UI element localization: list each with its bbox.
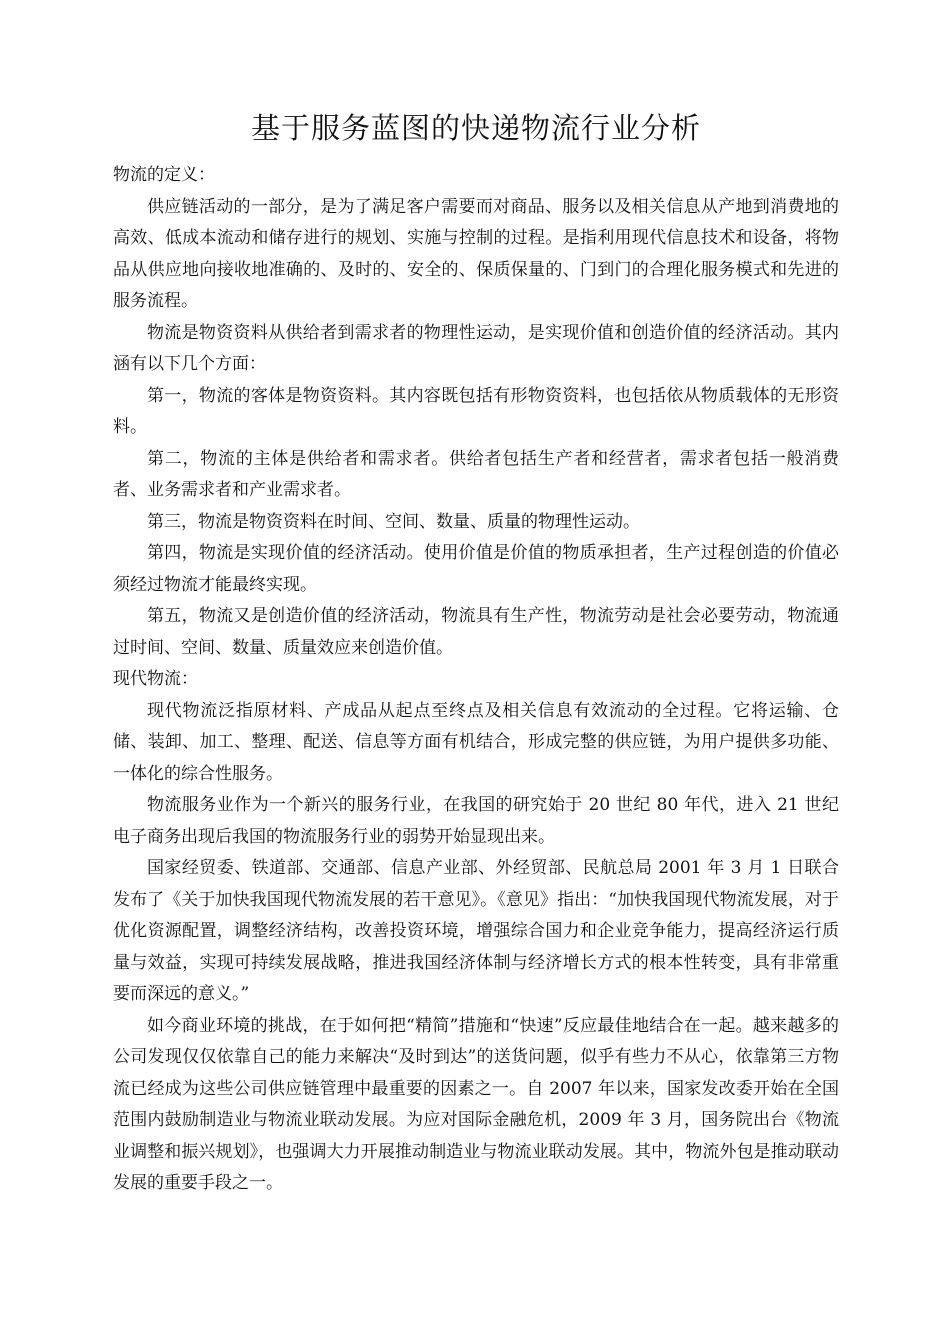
document-page — [113, 108, 839, 1200]
document-title: 基于服务蓝图的快递物流行业分析 — [250, 111, 701, 145]
section-heading-definition: 物流的定义： — [113, 165, 215, 185]
paragraph: 国家经贸委、铁道部、交通部、信息产业部、外经贸部、民航总局 2001 年 3 月 1 日联合发布了《关于加快我国现代物流发展的若干意见》。《意见》指出：“加快我国现代物流发展，对于优化资源配置，调整经济结构，改善投资环境，增强综合国力和企业竞争能力，提高经济运行质量与效益，实现可持续发展战略，推进我国经济体制与经济增长方式的根本性转变，具有非常重要而深远的意义。” — [113, 858, 839, 1004]
section-heading-modern-logistics: 现代物流： — [113, 669, 198, 689]
paragraph: 第三，物流是物资资料在时间、空间、数量、质量的物理性运动。 — [147, 511, 640, 532]
paragraph: 物流是物资资料从供给者到需求者的物理性运动，是实现价值和创造价值的经济活动。其内涵有以下几个方面： — [113, 322, 839, 374]
paragraph: 第一，物流的客体是物资资料。其内容既包括有形物资资料，也包括依从物质载体的无形资料。 — [113, 385, 839, 437]
paragraph: 第四，物流是实现价值的经济活动。使用价值是价值的物质承担者，生产过程创造的价值必须经过物流才能最终实现。 — [113, 543, 839, 595]
paragraph: 供应链活动的一部分，是为了满足客户需要而对商品、服务以及相关信息从产地到消费地的高效、低成本流动和储存进行的规划、实施与控制的过程。是指利用现代信息技术和设备，将物品从供应地向接收地准确的、及时的、安全的、保质保量的、门到门的合理化服务模式和先进的服务流程。 — [113, 196, 839, 311]
paragraph: 现代物流泛指原材料、产成品从起点至终点及相关信息有效流动的全过程。它将运输、仓储、装卸、加工、整理、配送、信息等方面有机结合，形成完整的供应链，为用户提供多功能、一体化的综合性服务。 — [113, 700, 839, 784]
paragraph: 第二，物流的主体是供给者和需求者。供给者包括生产者和经营者，需求者包括一般消费者、业务需求者和产业需求者。 — [113, 448, 839, 500]
paragraph: 如今商业环境的挑战，在于如何把“精简”措施和“快速”反应最佳地结合在一起。越来越多的公司发现仅仅依靠自己的能力来解决“及时到达”的送货问题，似乎有些力不从心，依靠第三方物流已经成为这些公司供应链管理中最重要的因素之一。自 2007 年以来，国家发改委开始在全国范围内鼓励制造业与物流业联动发展。为应对国际金融危机，2009 年 3 月，国务院出台《物流业调整和振兴规划》，也强调大力开展推动制造业与物流业联动发展。其中，物流外包是推动联动发展的重要手段之一。 — [113, 1015, 839, 1193]
paragraph: 物流服务业作为一个新兴的服务行业，在我国的研究始于 20 世纪 80 年代，进入 21 世纪电子商务出现后我国的物流服务行业的弱势开始显现出来。 — [113, 795, 839, 847]
paragraph: 第五，物流又是创造价值的经济活动，物流具有生产性，物流劳动是社会必要劳动，物流通过时间、空间、数量、质量效应来创造价值。 — [113, 606, 839, 658]
